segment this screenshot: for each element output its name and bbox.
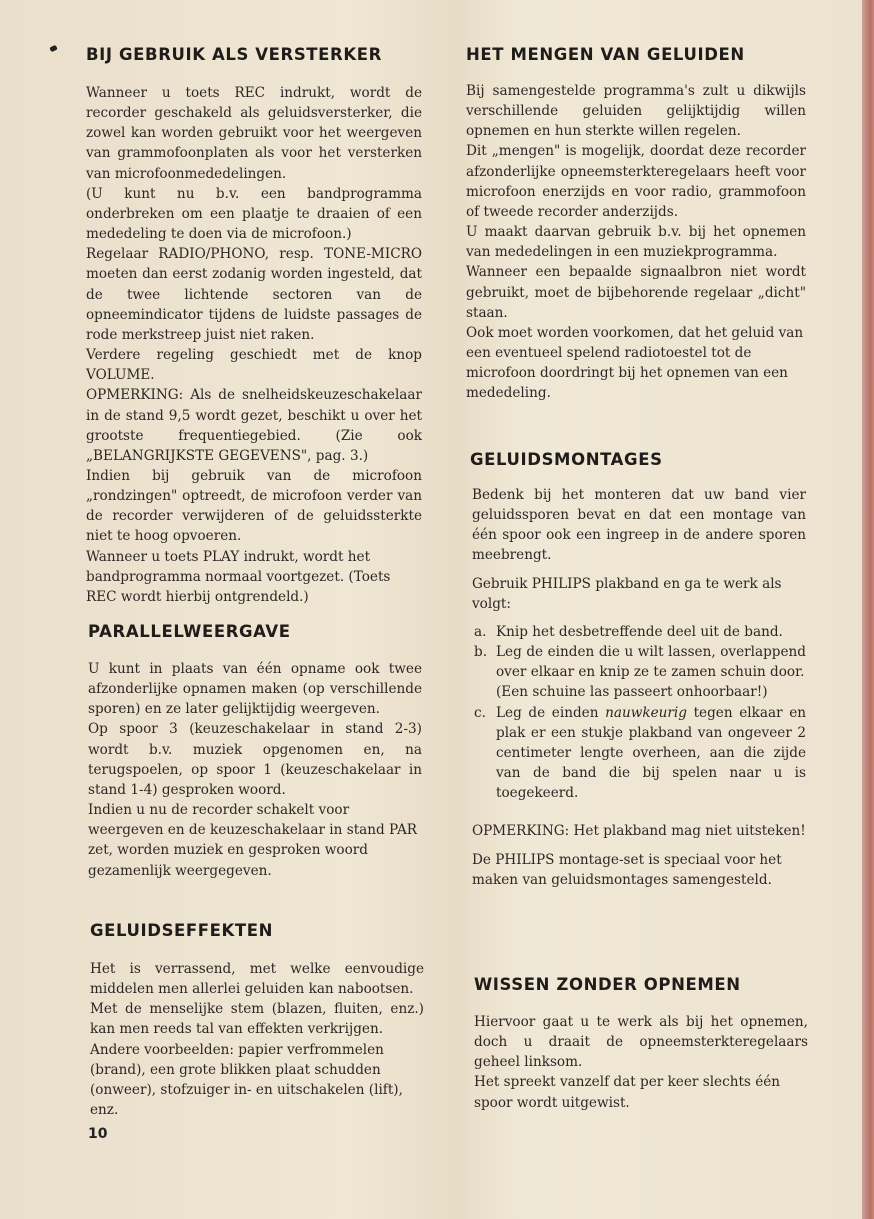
paragraph: De PHILIPS montage-set is speciaal voor het maken van geluidsmontages samengesteld. (472, 851, 782, 888)
paragraph: Wanneer een bepaalde signaalbron niet wordt gebruikt, moet de bijbehorende regelaar „dicht" staan. (466, 264, 806, 321)
section-title-wissen: WISSEN ZONDER OPNEMEN (474, 975, 741, 994)
section-title-versterker: BIJ GEBRUIK ALS VERSTERKER (86, 45, 382, 64)
list-item-text: Leg de einden die u wilt lassen, overlappend over elkaar en knip ze te zamen schuin door. (496, 644, 806, 681)
paragraph: Indien u nu de recorder schakelt voor weergeven en de keuzeschakelaar in stand PAR zet, worden muziek en gesproken woord gezamenlijk weergegeven. (88, 802, 418, 879)
paragraph: Gebruik PHILIPS plakband en ga te werk als volgt: (472, 575, 782, 612)
paragraph: Ook moet worden voorkomen, dat het geluid van een eventueel spelend radiotoestel tot de microfoon doordringt bij het opnemen van een mededeling. (466, 324, 804, 402)
page-number: 10 (88, 1126, 108, 1142)
list-item-text: Knip het desbetreffende deel uit de band. (496, 623, 783, 640)
paragraph: OPMERKING: Als de snelheidskeuzeschakelaar in de stand 9,5 wordt gezet, beschikt u over het grootste frequentiegebied. (Zie ook „BELANGRIJKSTE GEGEVENS", pag. 3.) (86, 387, 422, 464)
paragraph: Bedenk bij het monteren dat uw band vier geluidssporen bevat en dat een montage van één spoor ook een ingreep in de andere sporen meebrengt. (472, 487, 806, 564)
paragraph: Met de menselijke stem (blazen, fluiten, enz.) kan men reeds tal van effekten verkrijgen. (90, 1001, 424, 1038)
paragraph: Wanneer u toets PLAY indrukt, wordt het bandprogramma normaal voortgezet. (Toets REC wordt hierbij ontgrendeld.) (86, 548, 391, 605)
section-body-versterker (86, 83, 422, 607)
steps-list (472, 622, 806, 803)
section-body-wissen (474, 1012, 808, 1113)
list-item (472, 703, 806, 804)
list-item-note: (Een schuine las passeert onhoorbaar!) (496, 684, 768, 701)
list-marker: b. (474, 644, 488, 661)
paragraph: U maakt daarvan gebruik b.v. bij het opnemen van mededelingen in een muziekprogramma. (466, 224, 806, 261)
paragraph: (U kunt nu b.v. een bandprogramma onderbreken om een plaatje te draaien of een mededeling te doen via de microfoon.) (86, 185, 422, 243)
section-body-mengen (466, 81, 806, 404)
list-marker: c. (474, 704, 486, 721)
section-body-geluidsmontages (472, 485, 806, 890)
paragraph: Wanneer u toets REC indrukt, wordt de recorder geschakeld als geluidsversterker, die zowel kan worden gebruikt voor het weergeven van grammofoonplaten als voor het versterken van microfoonmededelingen. (86, 85, 422, 182)
list-item (472, 622, 806, 642)
paragraph: Het spreekt vanzelf dat per keer slechts één spoor wordt uitgewist. (474, 1074, 781, 1111)
section-title-geluidseffekten: GELUIDSEFFEKTEN (90, 921, 274, 940)
paragraph: Dit „mengen" is mogelijk, doordat deze recorder afzonderlijke opneemsterkteregelaars heeft voor microfoon enerzijds en voor radio, grammofoon of tweede recorder anderzijds. (466, 143, 806, 220)
list-item (472, 642, 806, 702)
paragraph: U kunt in plaats van één opname ook twee afzonderlijke opnamen maken (op verschillende sporen) en ze later gelijktijdig weergeven. (88, 661, 422, 718)
list-item-text: Leg de einden (496, 704, 606, 721)
section-title-parallelweergave: PARALLELWEERGAVE (88, 622, 291, 641)
ink-mark (49, 45, 57, 52)
list-item-text: tegen elkaar en plak er een stukje plakband van ongeveer 2 centimeter lengte overheen, aan die zijde van de band die bij spelen naar u is toegekeerd. (496, 704, 806, 802)
list-marker: a. (474, 623, 487, 640)
paragraph: Bij samengestelde programma's zult u dikwijls verschillende geluiden gelijktijdig willen opnemen en hun sterkte willen regelen. (466, 83, 806, 140)
section-title-geluidsmontages: GELUIDSMONTAGES (470, 450, 663, 469)
section-title-mengen: HET MENGEN VAN GELUIDEN (466, 45, 745, 64)
paragraph: Hiervoor gaat u te werk als bij het opnemen, doch u draait de opneemsterkteregelaars geheel linksom. (474, 1014, 808, 1071)
paragraph: Regelaar RADIO/PHONO, resp. TONE-MICRO moeten dan eerst zodanig worden ingesteld, dat de twee lichtende sectoren van de opneemindicator tijdens de luidste passages de rode merkstreep juist niet raken. (86, 246, 422, 343)
paragraph: Indien bij gebruik van de microfoon „rondzingen" optreedt, de microfoon verder van de recorder verwijderen of de geluidssterkte niet te hoog opvoeren. (86, 467, 422, 545)
section-body-geluidseffekten (90, 959, 424, 1120)
emphasis-text: nauwkeurig (605, 704, 687, 721)
paragraph: Het is verrassend, met welke eenvoudige middelen men allerlei geluiden kan nabootsen. (90, 961, 424, 998)
paragraph: Verdere regeling geschiedt met de knop VOLUME. (86, 347, 422, 384)
paragraph: Andere voorbeelden: papier verfrommelen (brand), een grote blikken plaat schudden (onweer), stofzuiger in- en uitschakelen (lift), enz. (90, 1041, 403, 1119)
paragraph: OPMERKING: Het plakband mag niet uitsteken! (472, 823, 806, 840)
section-body-parallelweergave (88, 659, 422, 881)
paragraph: Op spoor 3 (keuzeschakelaar in stand 2-3) wordt b.v. muziek opgenomen en, na terugspoelen, op spoor 1 (keuzeschakelaar in stand 1-4) gesproken woord. (88, 721, 422, 798)
red-cover-edge (862, 0, 874, 1219)
